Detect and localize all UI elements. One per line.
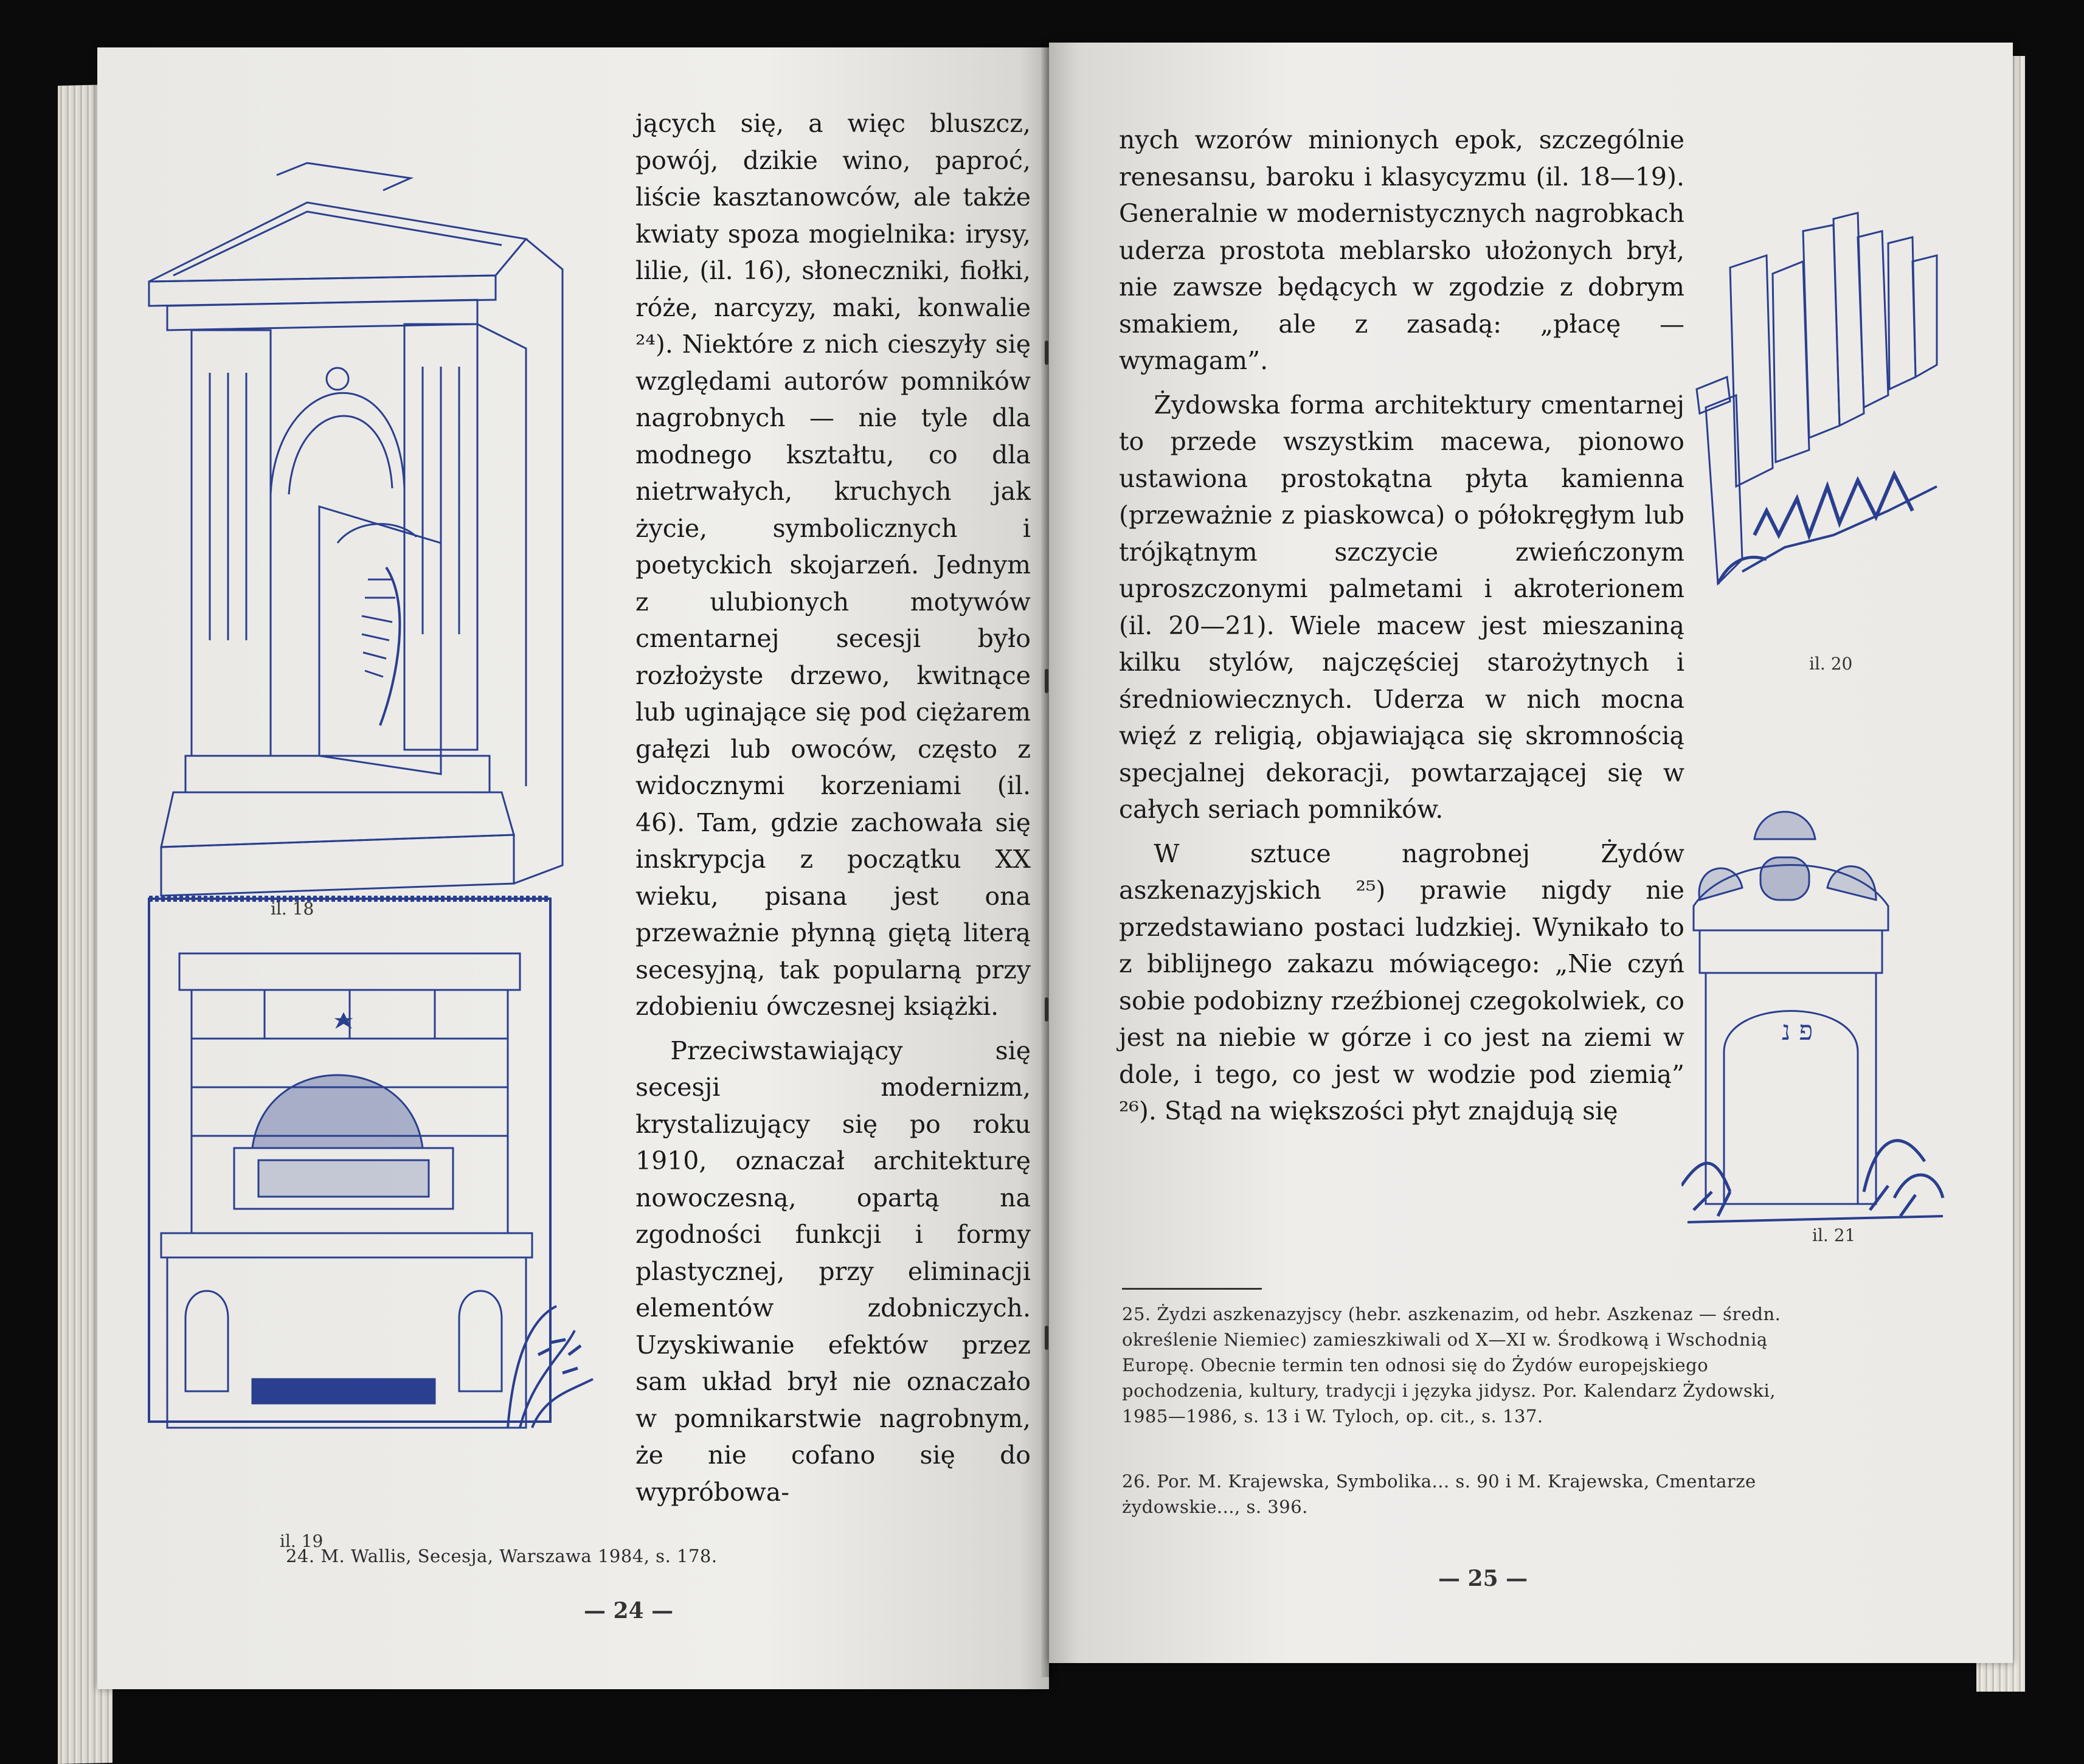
binding-stitch	[1045, 341, 1048, 365]
right-page	[1049, 43, 2013, 1663]
binding-stitch	[1045, 669, 1048, 693]
page-number-25: — 25 —	[1438, 1566, 1528, 1591]
footnote-26: 26. Por. M. Krajewska, Symbolika... s. 90 i M. Krajewska, Cmentarze żydowskie..., s. 396.	[1122, 1471, 1756, 1517]
caption-il-20: il. 20	[1809, 654, 1853, 674]
svg-text:פ נ: פ נ	[1782, 1015, 1813, 1046]
illustration-18-tomb	[137, 117, 611, 908]
caption-il-21: il. 21	[1812, 1225, 1856, 1245]
illustration-21-matzevah	[1681, 797, 1949, 1240]
left-page	[97, 47, 1049, 1689]
binding-stitch	[1045, 1326, 1048, 1350]
footnote-24: 24. M. Wallis, Secesja, Warszawa 1984, s. 178.	[286, 1546, 718, 1566]
left-paragraph-1: jących się, a więc bluszcz, powój, dzikie wino, paproć, liście kasztanowców, ale także kwiaty spoza mogielnika: irysy, lilie, (il. 16), słoneczniki, fiołki, róże, narcyzy, maki, konwalie ²⁴). Niektóre z nich cieszyły się względami autorów pomników nagrobnych — nie tyle dla modnego kształtu, co dla nietrwałych, kruchych jak życie, symbolicznych i poetyckich skojarzeń. Jednym z ulubionych motywów cmentarnej secesji było rozłożyste drzewo, kwitnące lub uginające się pod ciężarem gałęzi lub owoców, często z widocznymi korzeniami (il. 46). Tam, gdzie zachowała się inskrypcja z początku XX wieku, pisana jest ona przeważnie płynną giętą literą secesyjną, tak popularną przy zdobieniu ówczesnej książki.	[635, 109, 1031, 1021]
right-paragraph-1: nych wzorów minionych epok, szczególnie renesansu, baroku i klasycyzmu (il. 18—19). Generalnie w modernistycznych nagrobkach uderza prostota meblarsko ułożonych brył, nie zawsze będących w zgodzie z dobrym smakiem, ale z zasadą: „płacę — wymagam”.	[1119, 125, 1684, 375]
caption-il-19: il. 19	[280, 1531, 324, 1551]
right-body-text	[1119, 122, 1684, 1130]
page-number-24: — 24 —	[584, 1598, 674, 1624]
footnote-25: 25. Żydzi aszkenazyjscy (hebr. aszkenazim, od hebr. Aszkenaz — średn. określenie Niemiec) zamieszkiwali od X—XI w. Środkową i Wschodnią Europę. Obecnie termin ten odnosi się do Żydów europejskiego pochodzenia, kultury, tradycji i języka jidysz. Por. Kalendarz Żydowski, 1985—1986, s. 13 i W. Tyloch, op. cit., s. 137.	[1122, 1304, 1781, 1427]
binding-stitch	[1045, 997, 1048, 1022]
left-paragraph-2: Przeciwstawiający się secesji modernizm, krystalizujący się po roku 1910, oznaczał architekturę nowoczesną, opartą na zgodności funkcji i formy plastycznej, przy eliminacji elementów zdobniczych. Uzyskiwanie efektów przez sam układ brył nie oznaczało w pomnikarstwie nagrobnym, że nie cofano się do wypróbowa-	[635, 1036, 1031, 1507]
illustration-20-matzevot	[1694, 195, 1949, 620]
illustration-19-tomb	[143, 893, 617, 1452]
right-paragraph-2: Żydowska forma architektury cmentarnej to przede wszystkim macewa, pionowo ustawiona prostokątna płyta kamienna (przeważnie z piaskowca) o półokręgłym lub trójkątnym szczycie zwieńczonym uproszczonymi palmetami i akroterionem (il. 20—21). Wiele macew jest mieszaniną kilku stylów, najczęściej starożytnych i średniowiecznych. Uderza w nich mocna więź z religią, objawiająca się skromnością specjalnej dekoracji, powtarzającej się w całych seriach pomników.	[1119, 390, 1684, 824]
caption-il-18: il. 18	[271, 899, 314, 919]
footnote-rule	[1122, 1288, 1262, 1290]
left-body-text	[635, 105, 1031, 1510]
right-paragraph-3: W sztuce nagrobnej Żydów aszkenazyjskich ²⁵) prawie nigdy nie przedstawiano postaci ludzkiej. Wynikało to z biblijnego zakazu mówiącego: „Nie czyń sobie podobizny rzeźbionej czegokolwiek, co jest na niebie w górze i co jest na ziemi w dole, i tego, co jest w wodzie pod ziemią” ²⁶). Stąd na większości płyt znajdują się	[1119, 839, 1684, 1126]
